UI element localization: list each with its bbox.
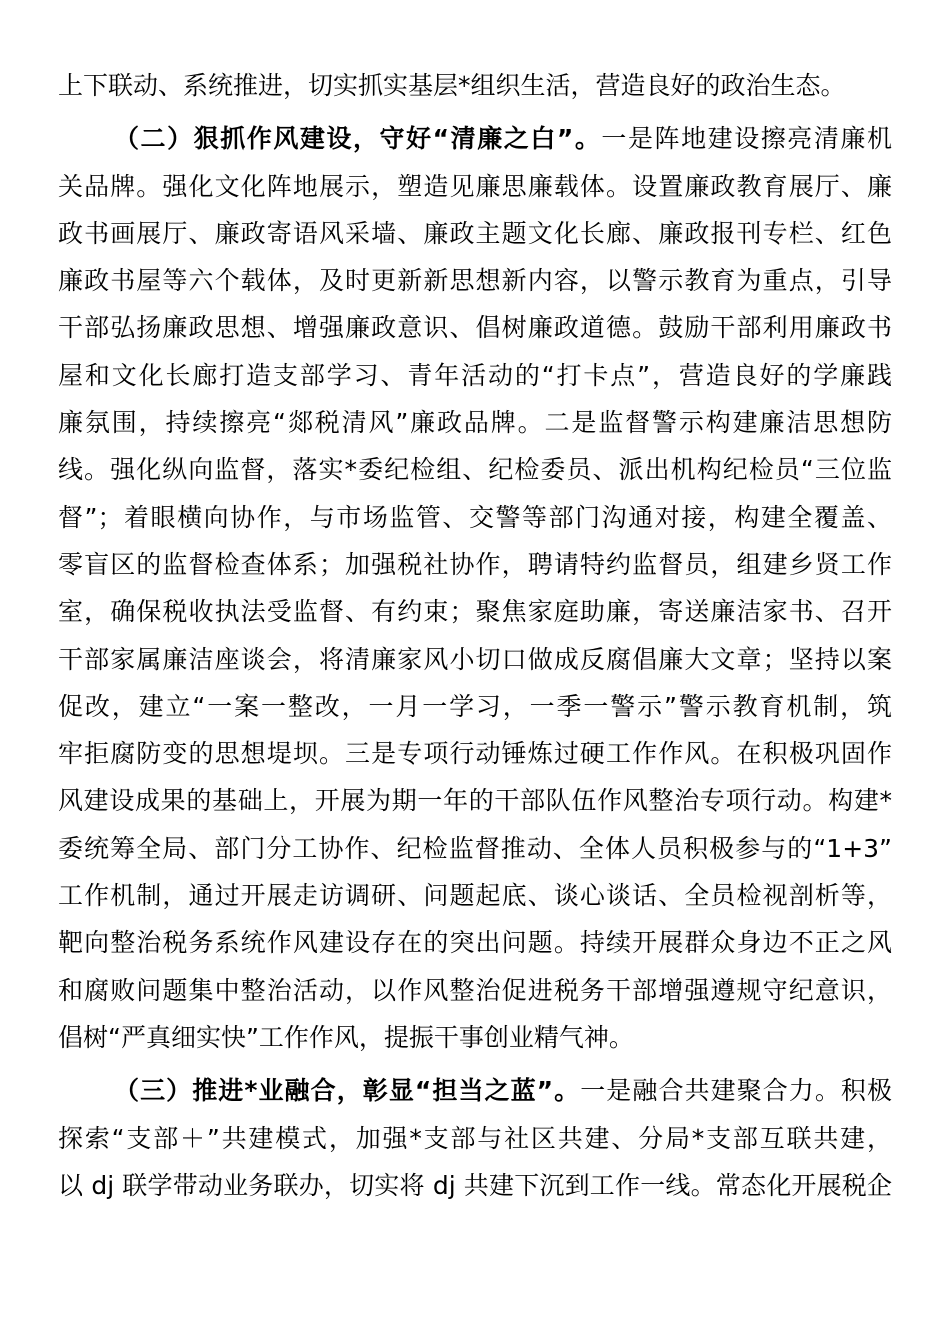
- text-line: 廉氛围，持续擦亮“郯税清风”廉政品牌。二是监督警示构建廉洁思想防: [58, 408, 892, 438]
- section-heading: （三）推进*业融合，彰显“担当之蓝”。: [114, 1076, 581, 1106]
- text-line: 和腐败问题集中整治活动，以作风整治促进税务干部增强遵规守纪意识，: [58, 975, 892, 1005]
- section-heading: （二）狠抓作风建设，守好“清廉之白”。: [114, 124, 602, 154]
- text-fragment: 一是阵地建设擦亮清廉机: [601, 124, 892, 154]
- text-line: 工作机制，通过开展走访调研、问题起底、谈心谈话、全员检视剖析等，: [58, 881, 892, 911]
- paragraph-first-line: [58, 115, 892, 162]
- text-line: 风建设成果的基础上，开展为期一年的干部队伍作风整治专项行动。构建*: [58, 786, 892, 816]
- text-line: 上下联动、系统推进，切实抓实基层*组织生活，营造良好的政治生态。: [58, 71, 846, 100]
- text-line: 干部家属廉洁座谈会，将清廉家风小切口做成反腐倡廉大文章；坚持以案: [58, 644, 892, 674]
- text-line: 室，确保税收执法受监督、有约束；聚焦家庭助廉，寄送廉洁家书、召开: [58, 597, 892, 627]
- text-line: 以 dj 联学带动业务联办，切实将 dj 共建下沉到工作一线。常态化开展税企: [58, 1170, 892, 1200]
- text-fragment: 一是融合共建聚合力。积极: [580, 1076, 892, 1106]
- text-line: 关品牌。强化文化阵地展示，塑造见廉思廉载体。设置廉政教育展厅、廉: [58, 171, 892, 201]
- paragraph-first-line: [58, 1067, 892, 1114]
- text-line: 政书画展厅、廉政寄语风采墙、廉政主题文化长廊、廉政报刊专栏、红色: [58, 218, 892, 248]
- text-line: 牢拒腐防变的思想堤坝。三是专项行动锤炼过硬工作作风。在积极巩固作: [58, 739, 892, 769]
- text-line: 干部弘扬廉政思想、增强廉政意识、倡树廉政道德。鼓励干部利用廉政书: [58, 313, 892, 343]
- text-line: 探索“支部＋”共建模式，加强*支部与社区共建、分局*支部互联共建，: [58, 1123, 892, 1153]
- text-line: 零盲区的监督检查体系；加强税社协作，聘请特约监督员，组建乡贤工作: [58, 549, 892, 579]
- text-line: 倡树“严真细实快”工作作风，提振干事创业精气神。: [58, 1022, 634, 1052]
- text-line: 委统筹全局、部门分工协作、纪检监督推动、全体人员积极参与的“1+3”: [58, 833, 892, 863]
- text-line: 廉政书屋等六个载体，及时更新新思想新内容，以警示教育为重点，引导: [58, 266, 892, 296]
- text-line: 促改，建立“一案一整改，一月一学习，一季一警示”警示教育机制，筑: [58, 691, 892, 721]
- text-line: 线。强化纵向监督，落实*委纪检组、纪检委员、派出机构纪检员“三位监: [58, 455, 892, 485]
- text-line: 屋和文化长廊打造支部学习、青年活动的“打卡点”，营造良好的学廉践: [58, 360, 892, 390]
- text-line: 靶向整治税务系统作风建设存在的突出问题。持续开展群众身边不正之风: [58, 928, 892, 958]
- text-line: 督”；着眼横向协作，与市场监管、交警等部门沟通对接，构建全覆盖、: [58, 502, 892, 532]
- document-page: [58, 62, 892, 1209]
